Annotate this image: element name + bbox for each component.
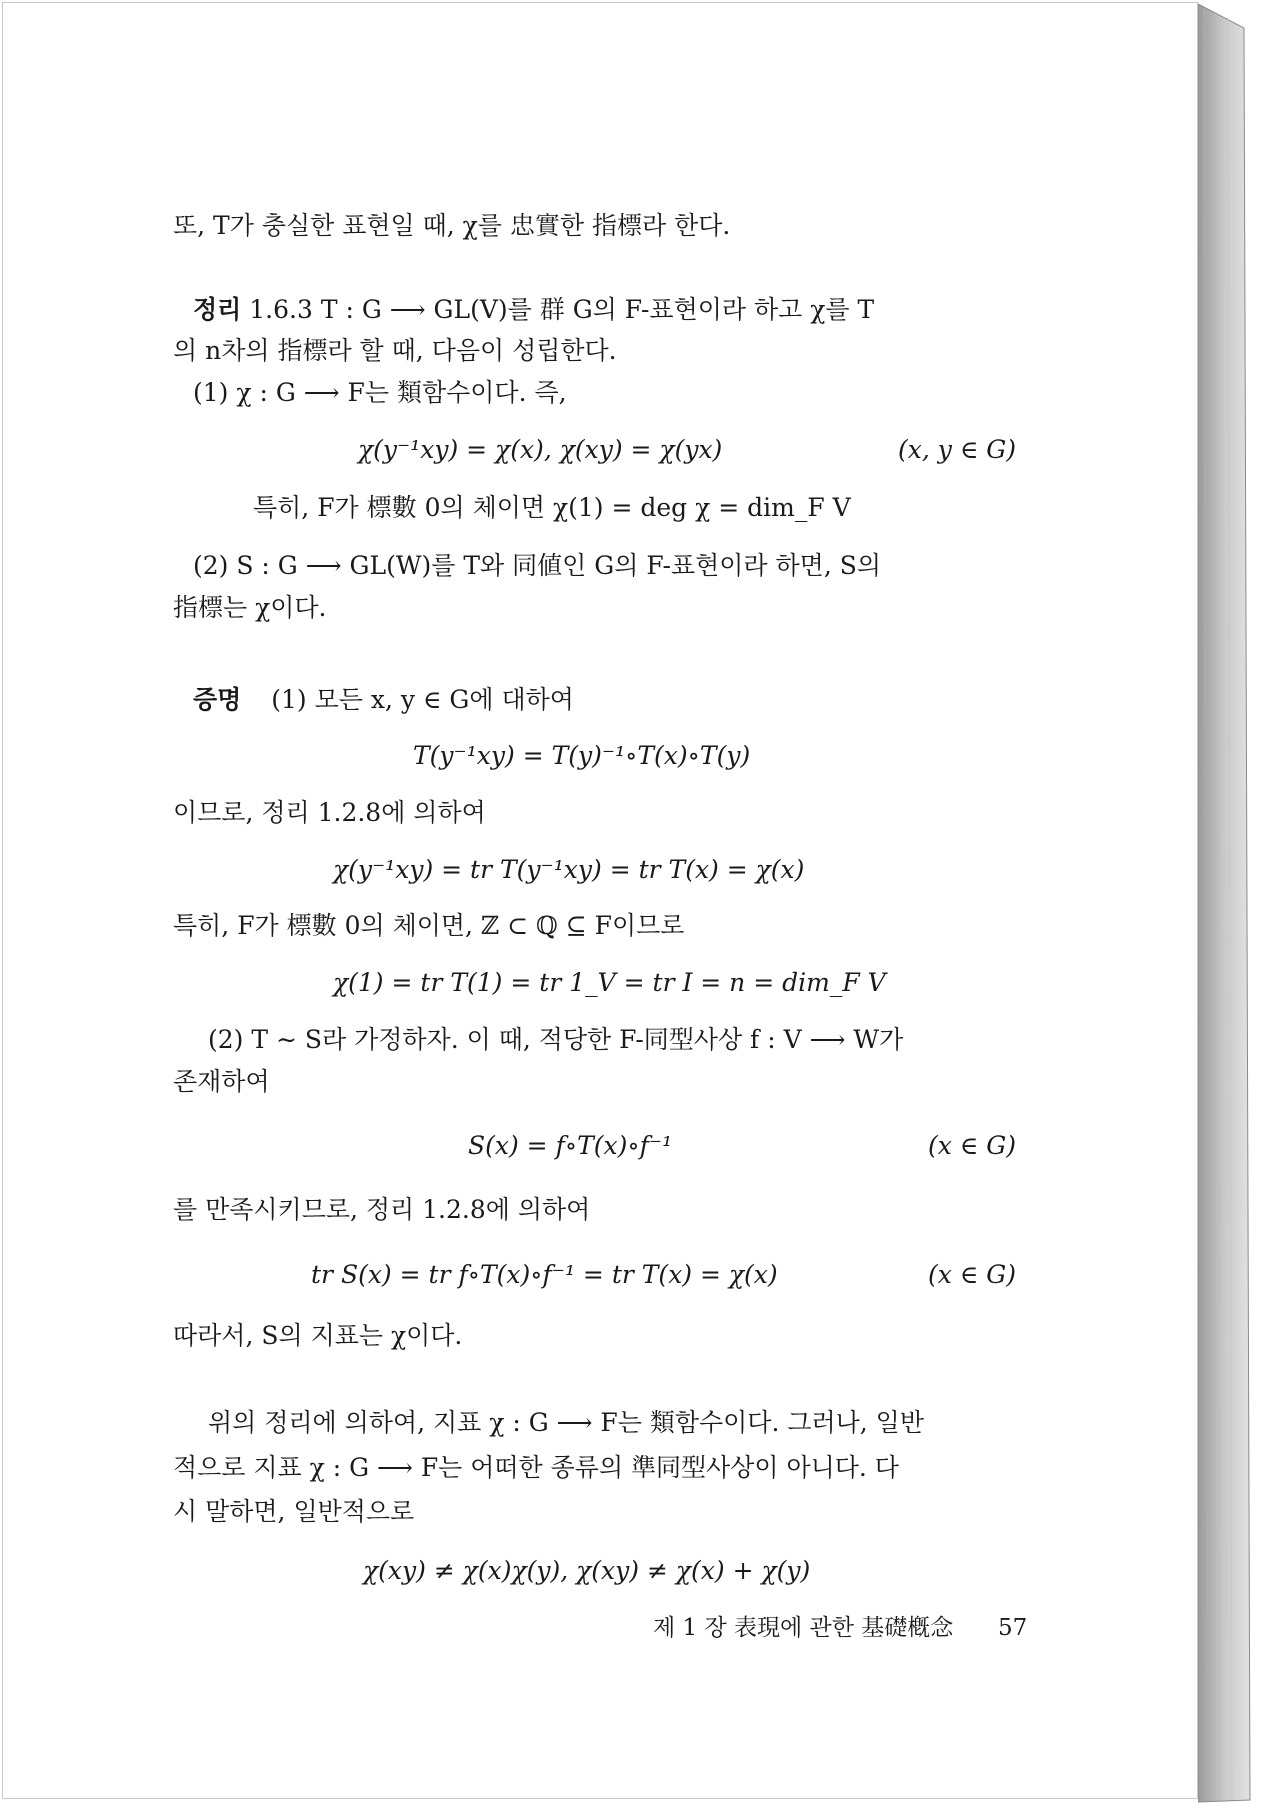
theorem-heading: 정리 bbox=[193, 295, 242, 324]
equation: χ(y⁻¹xy) = χ(x), χ(xy) = χ(yx) bbox=[358, 435, 723, 464]
paragraph-line: 시 말하면, 일반적으로 bbox=[173, 1497, 415, 1526]
running-footer: 제 1 장 表現에 관한 基礎槪念 bbox=[653, 1615, 954, 1641]
proof-text-line: 를 만족시키므로, 정리 1.2.8에 의하여 bbox=[173, 1195, 591, 1224]
proof-text-line: 따라서, S의 지표는 χ이다. bbox=[173, 1321, 463, 1350]
page-number: 57 bbox=[998, 1615, 1028, 1641]
equation-condition: (x, y ∈ G) bbox=[898, 435, 1016, 464]
equation: χ(y⁻¹xy) = tr T(y⁻¹xy) = tr T(x) = χ(x) bbox=[333, 855, 805, 884]
proof-text-line: (2) T ∼ S라 가정하자. 이 때, 적당한 F-同型사상 f : V ⟶ W가 bbox=[208, 1025, 904, 1054]
theorem-text-line: 의 n차의 指標라 할 때, 다음이 성립한다. bbox=[173, 336, 617, 365]
proof-text: (1) 모든 x, y ∈ G에 대하여 bbox=[271, 685, 574, 714]
paragraph-line: 적으로 지표 χ : G ⟶ F는 어떠한 종류의 準同型사상이 아니다. 다 bbox=[173, 1453, 899, 1482]
theorem-text-line: 指標는 χ이다. bbox=[173, 593, 327, 622]
equation: χ(xy) ≠ χ(x)χ(y), χ(xy) ≠ χ(x) + χ(y) bbox=[363, 1556, 811, 1585]
proof-text-line: 특히, F가 標數 0의 체이면, ℤ ⊂ ℚ ⊆ F이므로 bbox=[173, 911, 685, 940]
book-page bbox=[2, 2, 1198, 1799]
proof-heading: 증명 bbox=[193, 685, 242, 714]
equation-condition: (x ∈ G) bbox=[928, 1131, 1016, 1160]
theorem-item-1: (1) χ : G ⟶ F는 類함수이다. 즉, bbox=[193, 378, 567, 407]
theorem-label bbox=[193, 295, 874, 325]
paragraph-line: 위의 정리에 의하여, 지표 χ : G ⟶ F는 類함수이다. 그러나, 일반 bbox=[208, 1408, 924, 1437]
equation: χ(1) = tr T(1) = tr 1_V = tr I = n = dim_F V bbox=[333, 968, 886, 997]
equation: S(x) = f∘T(x)∘f⁻¹ bbox=[468, 1131, 673, 1160]
theorem-text: 1.6.3 T : G ⟶ GL(V)를 群 G의 F-표현이라 하고 χ를 T bbox=[249, 295, 875, 324]
equation: T(y⁻¹xy) = T(y)⁻¹∘T(x)∘T(y) bbox=[413, 741, 751, 770]
proof-text-line: 이므로, 정리 1.2.8에 의하여 bbox=[173, 798, 486, 827]
equation-condition: (x ∈ G) bbox=[928, 1260, 1016, 1289]
equation: tr S(x) = tr f∘T(x)∘f⁻¹ = tr T(x) = χ(x) bbox=[311, 1260, 778, 1289]
page-stack-edge bbox=[1198, 0, 1272, 1806]
proof-label bbox=[193, 685, 574, 715]
theorem-note: 특히, F가 標數 0의 체이면 χ(1) = deg χ = dim_F V bbox=[253, 493, 851, 522]
text-line: 또, T가 충실한 표현일 때, χ를 忠實한 指標라 한다. bbox=[173, 211, 731, 240]
proof-text-line: 존재하여 bbox=[173, 1067, 270, 1096]
theorem-item-2: (2) S : G ⟶ GL(W)를 T와 同値인 G의 F-표현이라 하면, S의 bbox=[193, 551, 882, 580]
